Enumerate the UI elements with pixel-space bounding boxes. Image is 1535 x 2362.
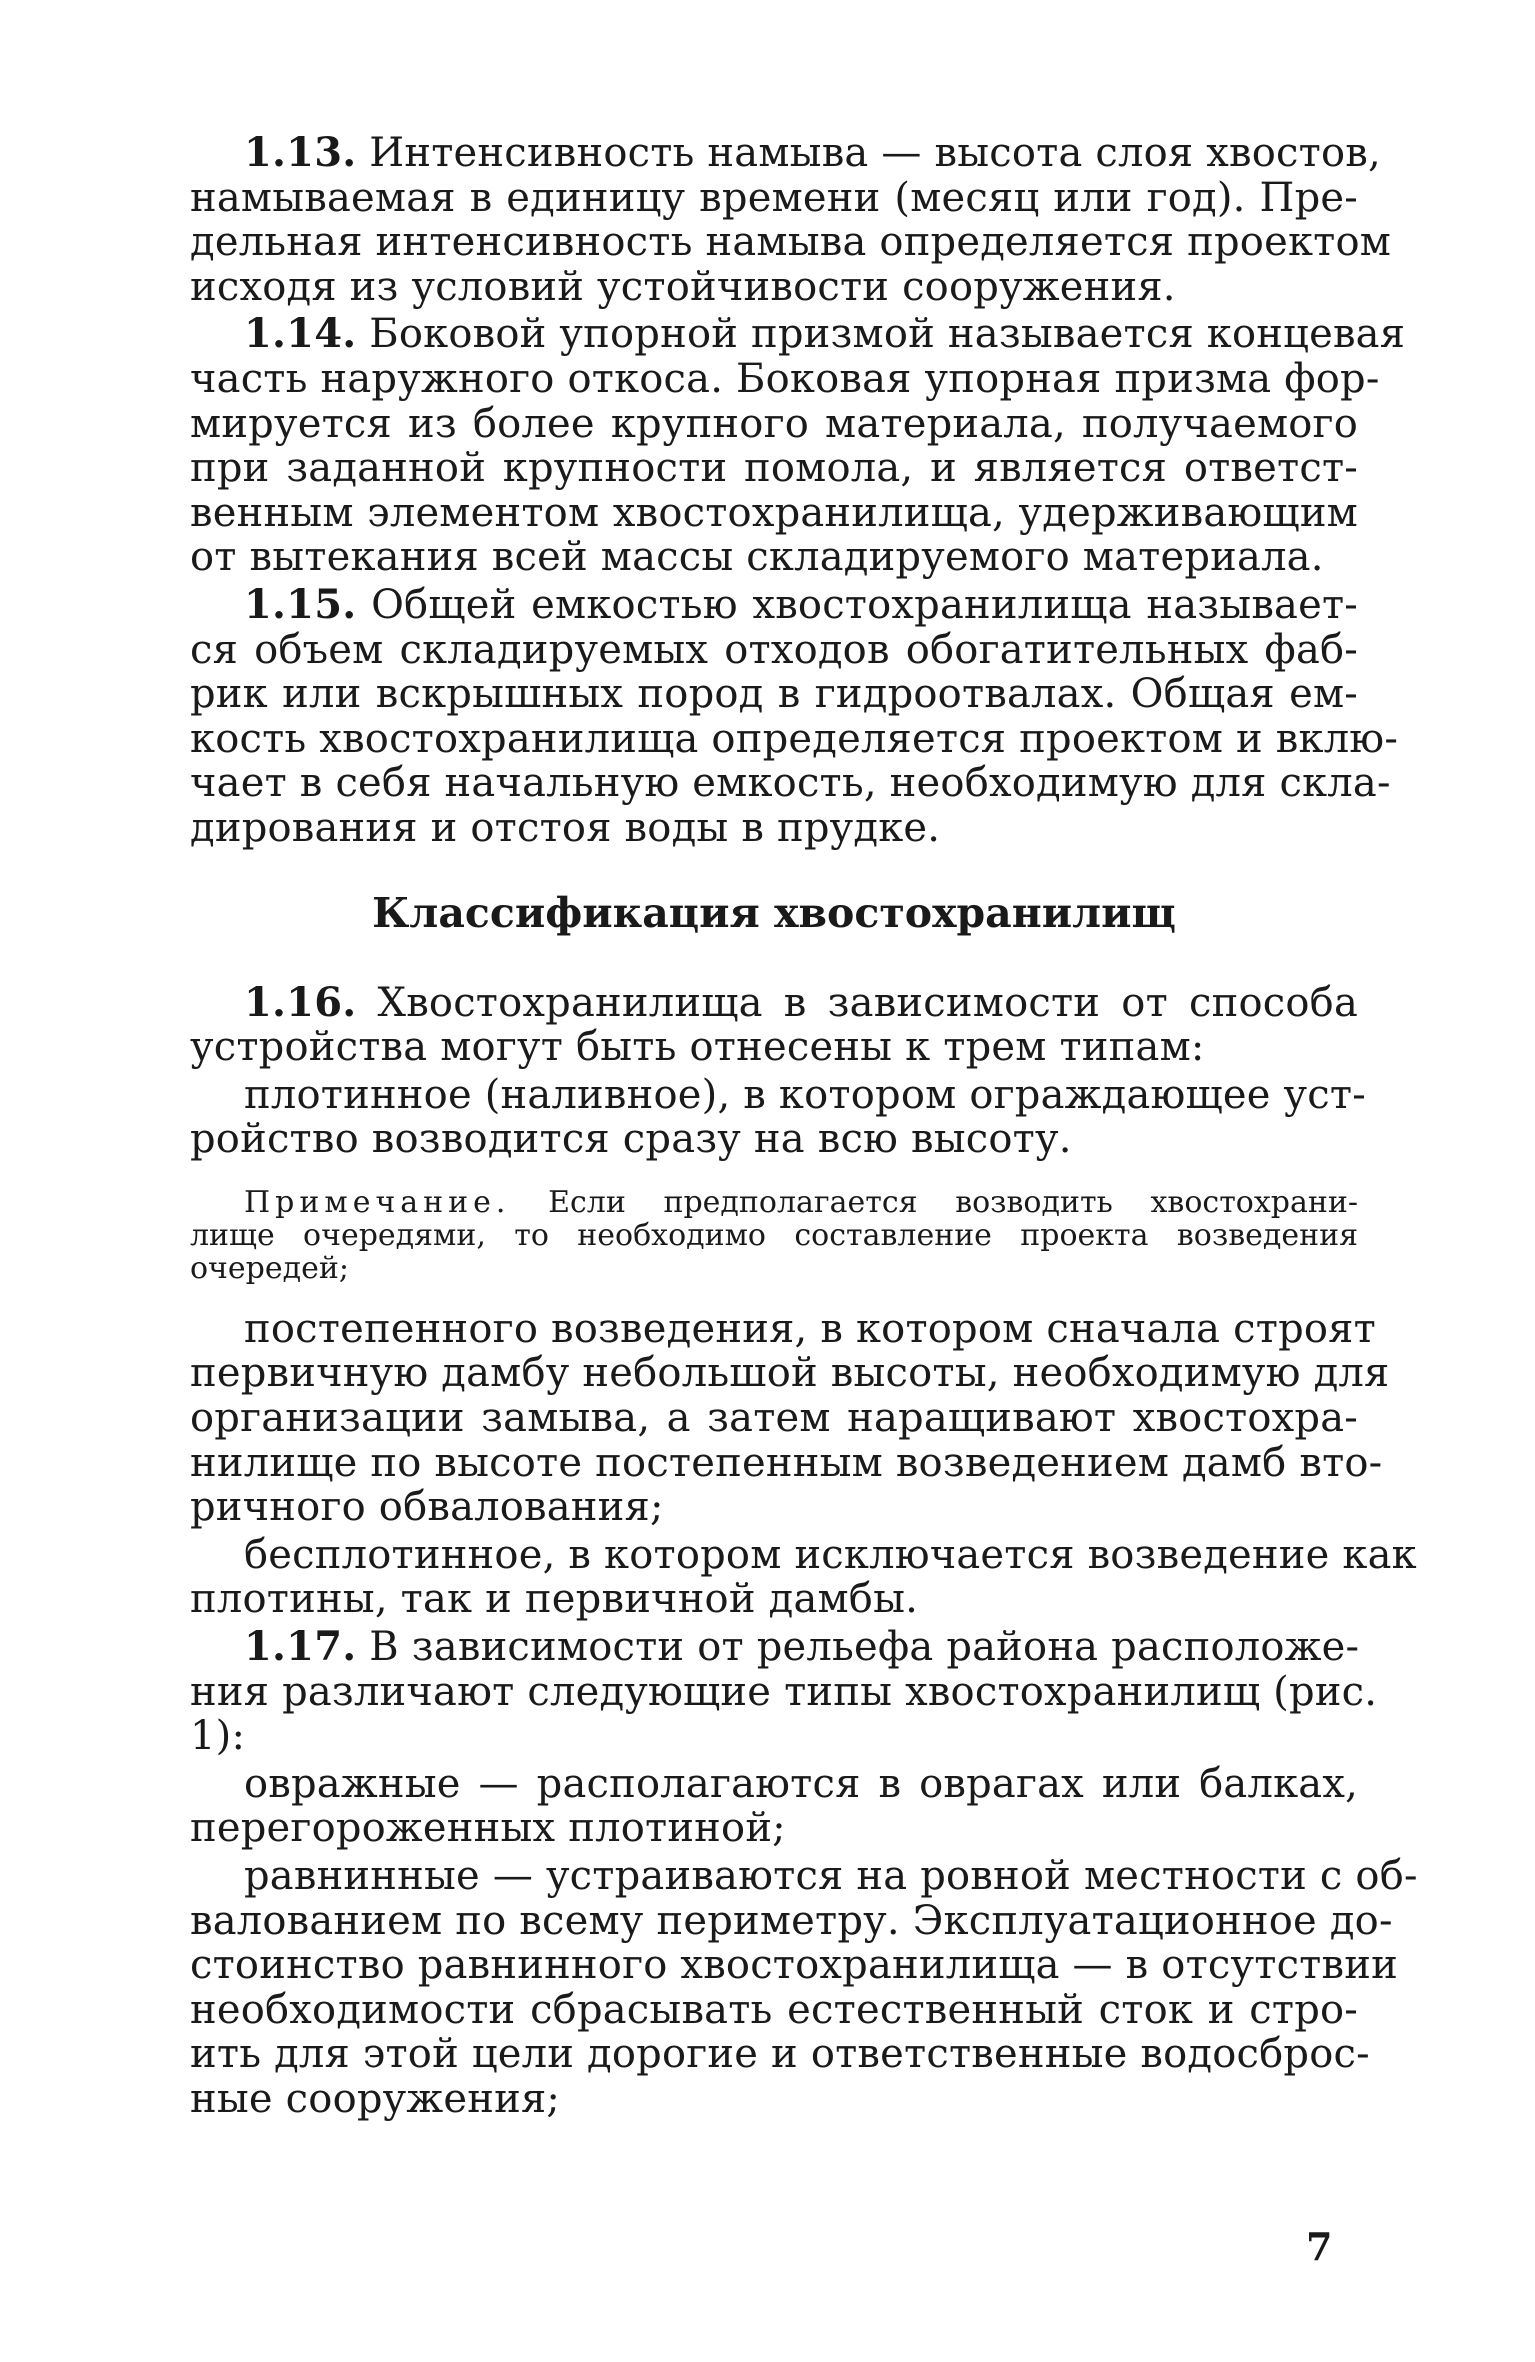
clause-number: 1.14. [244,310,357,358]
document-page [190,128,1418,2122]
type-gradual [190,1305,1390,1531]
type-ravine [190,1762,1358,1851]
paragraph-line: 1.16. Хвостохранилища в зависимости от способа [244,978,1358,1026]
paragraph-line: овражные — располагаются в оврагах или балках, [244,1760,1358,1807]
paragraph-line: чает в себя начальную емкость, необходимую для скла- [190,760,1391,807]
paragraph-1-14 [190,310,1406,581]
paragraph-line: валованием по всему периметру. Эксплуатационное до- [190,1897,1393,1944]
paragraph-line: организации замыва, а затем наращивают хвостохра- [190,1395,1358,1442]
paragraph-line: ричного обвалования; [190,1484,664,1531]
paragraph-line: 1.14. Боковой упорной призмой называется концевая [244,310,1406,358]
paragraph-line: от вытекания всей массы складируемого материала. [190,534,1324,581]
paragraph-line: часть наружного откоса. Боковая упорная призма фор- [190,355,1380,402]
paragraph-line: дельная интенсивность намыва определяется проектом [190,219,1392,266]
paragraph-line: 1.15. Общей емкостью хвостохранилища называет- [244,580,1358,628]
type-plain [190,1853,1418,2122]
paragraph-line: исходя из условий устойчивости сооружения. [190,263,1176,310]
clause-number: 1.13. [244,129,357,176]
note-line: лище очередями, то необходимо составление проекта возведения [190,1217,1358,1253]
paragraph-line: кость хвостохранилища определяется проектом и вклю- [190,715,1399,762]
clause-number: 1.15. [244,580,357,628]
paragraph-line: стоинство равнинного хвостохранилища — в отсутствии [190,1942,1398,1989]
paragraph-line: 1.13. Интенсивность намыва — высота слоя хвостов, [244,129,1381,176]
paragraph-line: венным элементом хвостохранилища, удерживающим [190,489,1358,536]
paragraph-line: 1.17. В зависимости от рельефа района расположе- [244,1623,1360,1671]
paragraph-1-17 [190,1623,1378,1760]
paragraph-line: равнинные — устраиваются на ровной местности с об- [244,1853,1418,1899]
page-number: 7 [1306,2224,1333,2269]
paragraph-line: постепенного возведения, в котором сначала строят [244,1305,1376,1352]
paragraph-1-13 [190,129,1392,310]
paragraph-line: бесплотинное, в котором исключается возведение как [244,1531,1417,1578]
paragraph-line: ные сооружения; [190,2075,561,2122]
type-dam [190,1071,1366,1163]
paragraph-line: намываемая в единицу времени (месяц или год). Пре- [190,174,1358,221]
paragraph-line: плотинное (наливное), в котором ограждающее уст- [244,1071,1366,1118]
paragraph-line: дирования и отстоя воды в прудке. [190,804,941,851]
paragraph-line: при заданной крупности помола, и является ответст- [190,445,1358,492]
paragraph-line: нилище по высоте постепенным возведением дамб вто- [190,1439,1383,1486]
paragraph-line: первичную дамбу небольшой высоты, необходимую для [190,1350,1390,1397]
paragraph-line: ить для этой цели дорогие и ответственные водосброс- [190,2031,1370,2078]
paragraph-line: плотины, так и первичной дамбы. [190,1576,919,1623]
paragraph-line: 1): [190,1713,246,1760]
paragraph-line: рик или вскрышных пород в гидроотвалах. Общая ем- [190,671,1358,718]
paragraph-line: необходимости сбрасывать естественный сток и стро- [190,1986,1358,2033]
note-label: Примечание. [244,1184,511,1220]
paragraph-1-16 [190,978,1358,1071]
paragraph-line: мируется из более крупного материала, получаемого [190,400,1358,447]
paragraph-line: ройство возводится сразу на всю высоту. [190,1116,1072,1163]
paragraph-line: устройства могут быть отнесены к трем типам: [190,1024,1205,1071]
paragraph-1-15 [190,580,1399,851]
note-line: Примечание. Если предполагается возводить хвостохрани- [244,1184,1358,1220]
paragraph-line: ния различают следующие типы хвостохранилищ (рис. [190,1668,1378,1715]
note [190,1186,1358,1285]
paragraph-line: ся объем складируемых отходов обогатительных фаб- [190,626,1358,673]
section-heading: Классификация хвостохранилищ [372,888,1176,937]
note-line: очередей; [190,1250,349,1286]
clause-number: 1.17. [244,1623,357,1671]
paragraph-line: перегороженных плотиной; [190,1805,786,1852]
clause-number: 1.16. [244,978,357,1026]
type-damless [190,1531,1417,1623]
